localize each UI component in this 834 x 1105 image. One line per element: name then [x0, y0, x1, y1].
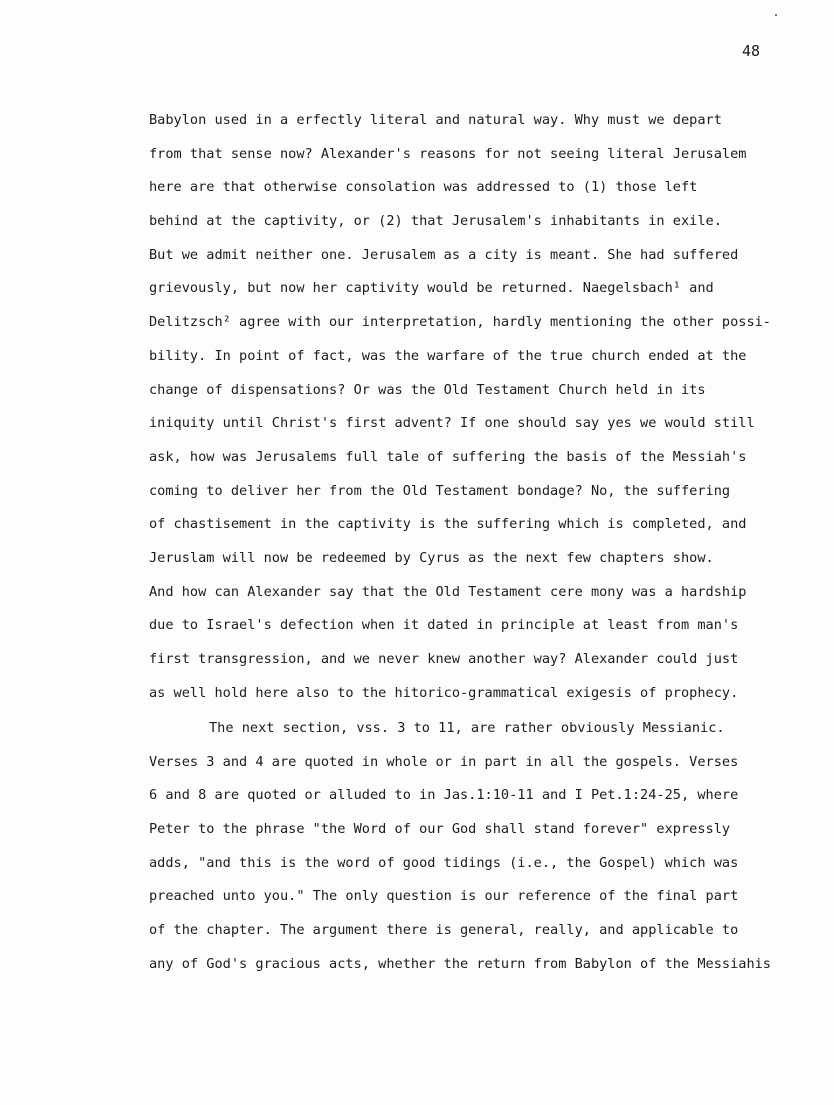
- text-line: any of God's gracious acts, whether the return from Babylon of the Messiahis: [149, 955, 771, 972]
- text-line: first transgression, and we never knew another way? Alexander could just: [149, 651, 739, 667]
- text-line: But we admit neither one. Jerusalem as a city is meant. She had suffered: [149, 246, 739, 263]
- text-line: as well hold here also to the hitorico-grammatical exigesis of prophecy.: [149, 684, 739, 701]
- text-line: And how can Alexander say that the Old Testament cere mony was a hardship: [149, 583, 747, 600]
- text-line: preached unto you." The only question is our reference of the final part: [149, 888, 739, 905]
- page-number: 48: [742, 42, 761, 60]
- text-line: The next section, vss. 3 to 11, are rather obviously Messianic.: [209, 720, 725, 736]
- text-line: Jeruslam will now be redeemed by Cyrus as the next few chapters show.: [149, 549, 714, 566]
- text-line: behind at the captivity, or (2) that Jerusalem's inhabitants in exile.: [149, 213, 722, 230]
- text-line: change of dispensations? Or was the Old Testament Church held in its: [149, 381, 706, 398]
- corner-mark: [775, 14, 777, 16]
- paragraph-1: [149, 104, 789, 710]
- text-line: ask, how was Jerusalems full tale of suffering the basis of the Messiah's: [149, 448, 747, 465]
- text-line: due to Israel's defection when it dated in principle at least from man's: [149, 617, 739, 634]
- text-line: here are that otherwise consolation was addressed to (1) those left: [149, 179, 698, 196]
- text-line: Babylon used in a erfectly literal and natural way. Why must we depart: [149, 112, 722, 128]
- text-line: adds, "and this is the word of good tidings (i.e., the Gospel) which was: [149, 854, 739, 871]
- text-line: Delitzsch² agree with our interpretation, hardly mentioning the other possi-: [149, 314, 771, 331]
- text-line: coming to deliver her from the Old Testament bondage? No, the suffering: [149, 482, 731, 499]
- text-line: from that sense now? Alexander's reasons for not seeing literal Jerusalem: [149, 145, 747, 162]
- text-line: 6 and 8 are quoted or alluded to in Jas.1:10-11 and I Pet.1:24-25, where: [149, 787, 739, 804]
- text-line: grievously, but now her captivity would be returned. Naegelsbach¹ and: [149, 280, 714, 297]
- text-line: iniquity until Christ's first advent? If one should say yes we would still: [149, 415, 755, 432]
- text-line: Peter to the phrase "the Word of our God shall stand forever" expressly: [149, 821, 731, 838]
- paragraph-2: [149, 712, 789, 982]
- text-line: of the chapter. The argument there is general, really, and applicable to: [149, 922, 739, 939]
- text-line: bility. In point of fact, was the warfare of the true church ended at the: [149, 347, 747, 364]
- text-line: of chastisement in the captivity is the suffering which is completed, and: [149, 516, 747, 533]
- text-line: Verses 3 and 4 are quoted in whole or in part in all the gospels. Verses: [149, 753, 739, 770]
